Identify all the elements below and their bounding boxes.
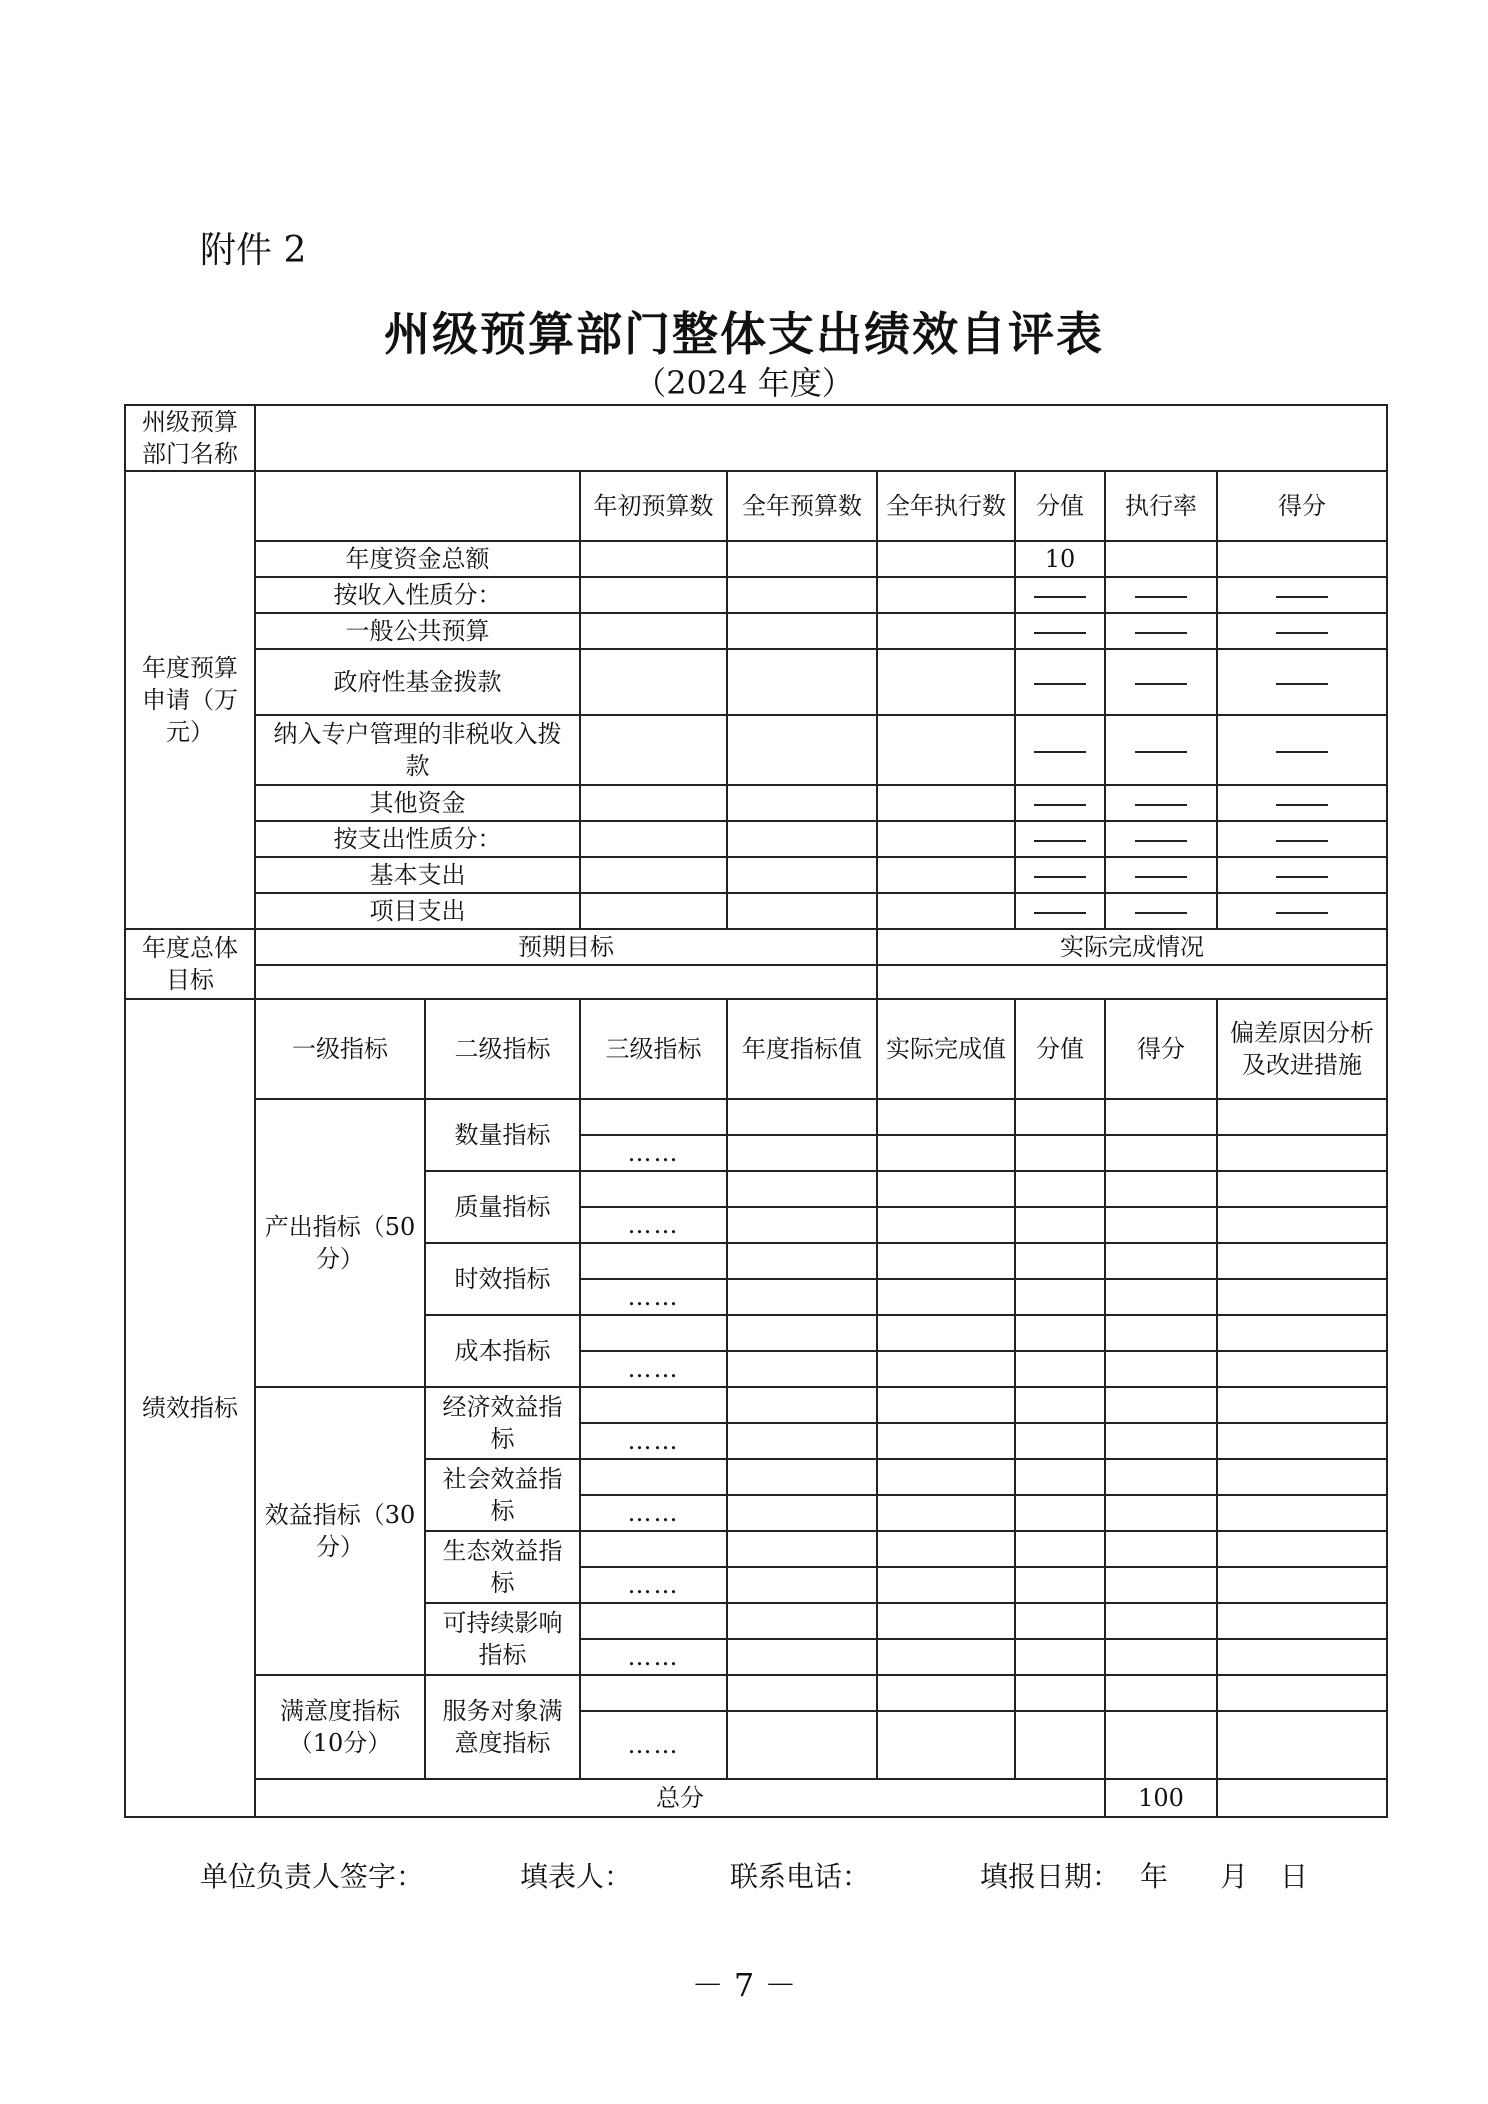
budget-row-label: 政府性基金拨款 <box>255 649 580 715</box>
cell-score[interactable] <box>1105 1315 1217 1351</box>
cell-initial[interactable] <box>580 649 727 715</box>
cell-target[interactable] <box>727 1351 877 1387</box>
col-actual-value: 实际完成值 <box>877 999 1015 1099</box>
cell-actual[interactable] <box>877 1171 1015 1207</box>
cell-target[interactable] <box>727 1495 877 1531</box>
cell-score-value[interactable] <box>1015 1603 1105 1639</box>
budget-row <box>125 715 1387 785</box>
ellipsis-cell: …… <box>580 1639 727 1675</box>
dash-cell <box>1105 613 1217 649</box>
cell-annual[interactable] <box>727 785 877 821</box>
cell-score-value[interactable] <box>1015 1207 1105 1243</box>
cell-executed[interactable] <box>877 649 1015 715</box>
cell-annual[interactable] <box>727 857 877 893</box>
cell-score[interactable] <box>1105 1639 1217 1675</box>
cell-score[interactable] <box>1105 1171 1217 1207</box>
ellipsis-cell: …… <box>580 1711 727 1779</box>
cell-score[interactable] <box>1105 1603 1217 1639</box>
dash-cell <box>1105 893 1217 929</box>
cell-score[interactable] <box>1105 1567 1217 1603</box>
dash-cell <box>1015 893 1105 929</box>
indicator-row <box>125 1675 1387 1711</box>
cell-analysis[interactable] <box>1217 1171 1387 1207</box>
form-title: 州级预算部门整体支出绩效自评表 <box>384 307 1104 361</box>
cell-target[interactable] <box>727 1675 877 1711</box>
indicator-row <box>125 1387 1387 1423</box>
budget-row <box>125 785 1387 821</box>
attachment-label: 附件 2 <box>200 230 307 271</box>
dash-cell <box>1217 893 1387 929</box>
dash-cell <box>1015 613 1105 649</box>
cell-actual[interactable] <box>877 1711 1015 1779</box>
budget-row <box>125 649 1387 715</box>
cell-level3[interactable] <box>580 1675 727 1711</box>
level1-indicator: 产出指标（50分） <box>255 1099 425 1387</box>
cell-level3[interactable] <box>580 1603 727 1639</box>
cell-analysis[interactable] <box>1217 1603 1387 1639</box>
col-deviation-analysis: 偏差原因分析及改进措施 <box>1217 999 1387 1099</box>
cell-initial[interactable] <box>580 857 727 893</box>
cell-annual[interactable] <box>727 649 877 715</box>
dash-cell <box>1105 577 1217 613</box>
level1-indicator: 效益指标（30分） <box>255 1387 425 1675</box>
budget-row <box>125 613 1387 649</box>
cell-score[interactable] <box>1105 1207 1217 1243</box>
level2-indicator: 时效指标 <box>425 1243 580 1315</box>
ellipsis-cell: …… <box>580 1279 727 1315</box>
cell-target[interactable] <box>727 1603 877 1639</box>
cell-target[interactable] <box>727 1459 877 1495</box>
level2-indicator: 生态效益指标 <box>425 1531 580 1603</box>
level2-indicator: 社会效益指标 <box>425 1459 580 1531</box>
cell-actual[interactable] <box>877 1099 1015 1135</box>
total-score[interactable] <box>1217 1779 1387 1817</box>
cell-analysis[interactable] <box>1217 1675 1387 1711</box>
cell-score-value[interactable] <box>1015 1639 1105 1675</box>
cell-analysis[interactable] <box>1217 1351 1387 1387</box>
goals-header-row <box>125 929 1387 965</box>
cell-actual[interactable] <box>877 1495 1015 1531</box>
cell-score-value[interactable] <box>1015 1387 1105 1423</box>
cell-score-value[interactable] <box>1015 1567 1105 1603</box>
cell-executed[interactable] <box>877 577 1015 613</box>
cell-annual[interactable] <box>727 893 877 929</box>
cell-score-value[interactable] <box>1015 1315 1105 1351</box>
cell-score[interactable] <box>1105 1279 1217 1315</box>
dash-cell <box>1217 821 1387 857</box>
dash-cell <box>1105 715 1217 785</box>
dept-name-row <box>125 405 1387 471</box>
cell-actual[interactable] <box>877 1243 1015 1279</box>
cell-score-value[interactable] <box>1015 1351 1105 1387</box>
cell-analysis[interactable] <box>1217 1423 1387 1459</box>
cell-annual[interactable] <box>727 821 877 857</box>
level1-indicator: 满意度指标（10分） <box>255 1675 425 1779</box>
col-annual-target: 年度指标值 <box>727 999 877 1099</box>
dash-cell <box>1105 649 1217 715</box>
cell-analysis[interactable] <box>1217 1387 1387 1423</box>
col-annual-execution: 全年执行数 <box>877 471 1015 541</box>
signature-label: 单位负责人签字： <box>200 1860 425 1893</box>
budget-row <box>125 821 1387 857</box>
col-score: 得分 <box>1105 999 1217 1099</box>
cell-target[interactable] <box>727 1279 877 1315</box>
level2-indicator: 成本指标 <box>425 1315 580 1387</box>
cell-level3[interactable] <box>580 1099 727 1135</box>
col-level2: 二级指标 <box>425 999 580 1099</box>
dash-cell <box>1015 577 1105 613</box>
cell-level3[interactable] <box>580 1387 727 1423</box>
cell-score-value[interactable] <box>1015 1279 1105 1315</box>
cell-score[interactable] <box>1105 1495 1217 1531</box>
cell-score[interactable] <box>1105 1423 1217 1459</box>
cell-target[interactable] <box>727 1387 877 1423</box>
goals-value-row <box>125 965 1387 999</box>
cell-initial[interactable] <box>580 821 727 857</box>
cell-analysis[interactable] <box>1217 1279 1387 1315</box>
cell-executed[interactable] <box>877 541 1015 577</box>
dash-cell <box>1015 857 1105 893</box>
dash-cell <box>1105 785 1217 821</box>
indicator-header-row <box>125 999 1387 1099</box>
budget-row-label: 一般公共预算 <box>255 613 580 649</box>
cell-executed[interactable] <box>877 893 1015 929</box>
cell-executed[interactable] <box>877 715 1015 785</box>
cell-analysis[interactable] <box>1217 1315 1387 1351</box>
form-subtitle: （2024 年度） <box>634 364 854 402</box>
total-row <box>125 1779 1387 1817</box>
goals-section-label: 年度总体目标 <box>125 929 255 999</box>
cell-initial[interactable] <box>580 541 727 577</box>
budget-header-row <box>125 471 1387 541</box>
cell-executed[interactable] <box>877 857 1015 893</box>
cell-target[interactable] <box>727 1315 877 1351</box>
cell-actual[interactable] <box>877 1531 1015 1567</box>
actual-completion-field[interactable] <box>877 965 1387 999</box>
cell-score-value[interactable] <box>1015 1531 1105 1567</box>
dash-cell <box>1105 821 1217 857</box>
cell-score[interactable] <box>1105 1099 1217 1135</box>
ellipsis-cell: …… <box>580 1351 727 1387</box>
year-label: 年 <box>1140 1860 1169 1893</box>
cell-score[interactable] <box>1105 1387 1217 1423</box>
expected-goal-field[interactable] <box>255 965 877 999</box>
self-evaluation-table <box>124 404 1388 1818</box>
actual-completion-label: 实际完成情况 <box>877 929 1387 965</box>
ellipsis-cell: …… <box>580 1207 727 1243</box>
budget-row-label: 按支出性质分： <box>255 821 580 857</box>
cell-score[interactable] <box>1105 1351 1217 1387</box>
cell-executed[interactable] <box>877 613 1015 649</box>
cell-target[interactable] <box>727 1531 877 1567</box>
month-label: 月 <box>1220 1860 1249 1893</box>
cell-score-value[interactable] <box>1015 1711 1105 1779</box>
cell-score-value[interactable] <box>1015 1675 1105 1711</box>
filler-label: 填表人： <box>520 1860 633 1893</box>
cell-actual[interactable] <box>877 1603 1015 1639</box>
cell-level3[interactable] <box>580 1243 727 1279</box>
budget-section-label: 年度预算申请（万元） <box>125 471 255 929</box>
col-score: 得分 <box>1217 471 1387 541</box>
dash-cell <box>1217 857 1387 893</box>
budget-row-total <box>125 541 1387 577</box>
cell-score[interactable] <box>1105 1711 1217 1779</box>
cell-target[interactable] <box>727 1567 877 1603</box>
cell-score-value[interactable] <box>1015 1171 1105 1207</box>
cell-target[interactable] <box>727 1099 877 1135</box>
cell-score-value: 10 <box>1015 541 1105 577</box>
cell-score-value[interactable] <box>1015 1135 1105 1171</box>
budget-row-label: 纳入专户管理的非税收入拨款 <box>255 715 580 785</box>
level2-indicator: 数量指标 <box>425 1099 580 1171</box>
cell-analysis[interactable] <box>1217 1711 1387 1779</box>
dept-name-field[interactable] <box>255 405 1387 471</box>
cell-executed[interactable] <box>877 785 1015 821</box>
cell-level3[interactable] <box>580 1459 727 1495</box>
cell-actual[interactable] <box>877 1387 1015 1423</box>
budget-row-label: 按收入性质分： <box>255 577 580 613</box>
cell-score[interactable] <box>1105 1243 1217 1279</box>
cell-score[interactable] <box>1105 1459 1217 1495</box>
cell-analysis[interactable] <box>1217 1459 1387 1495</box>
col-initial-budget: 年初预算数 <box>580 471 727 541</box>
cell-target[interactable] <box>727 1207 877 1243</box>
budget-row <box>125 893 1387 929</box>
cell-annual[interactable] <box>727 613 877 649</box>
cell-analysis[interactable] <box>1217 1495 1387 1531</box>
cell-actual[interactable] <box>877 1207 1015 1243</box>
dash-cell <box>1217 649 1387 715</box>
dash-cell <box>1015 715 1105 785</box>
dash-cell <box>1015 821 1105 857</box>
ellipsis-cell: …… <box>580 1135 727 1171</box>
cell-analysis[interactable] <box>1217 1567 1387 1603</box>
cell-score[interactable] <box>1217 541 1387 577</box>
cell-level3[interactable] <box>580 1315 727 1351</box>
cell-target[interactable] <box>727 1171 877 1207</box>
level2-indicator: 服务对象满意度指标 <box>425 1675 580 1779</box>
budget-row-label: 其他资金 <box>255 785 580 821</box>
budget-row-label: 项目支出 <box>255 893 580 929</box>
date-label: 填报日期： <box>980 1860 1121 1893</box>
cell-annual[interactable] <box>727 541 877 577</box>
cell-level3[interactable] <box>580 1531 727 1567</box>
cell-initial[interactable] <box>580 613 727 649</box>
col-level3: 三级指标 <box>580 999 727 1099</box>
cell-analysis[interactable] <box>1217 1135 1387 1171</box>
cell-actual[interactable] <box>877 1567 1015 1603</box>
cell-actual[interactable] <box>877 1675 1015 1711</box>
phone-label: 联系电话： <box>730 1860 871 1893</box>
cell-executed[interactable] <box>877 821 1015 857</box>
cell-score-value[interactable] <box>1015 1099 1105 1135</box>
cell-score[interactable] <box>1105 1675 1217 1711</box>
total-label: 总分 <box>255 1779 1105 1817</box>
expected-goal-label: 预期目标 <box>255 929 877 965</box>
level2-indicator: 可持续影响指标 <box>425 1603 580 1675</box>
cell-initial[interactable] <box>580 893 727 929</box>
col-execution-rate: 执行率 <box>1105 471 1217 541</box>
cell-analysis[interactable] <box>1217 1531 1387 1567</box>
cell-initial[interactable] <box>580 785 727 821</box>
dash-cell <box>1217 785 1387 821</box>
cell-rate[interactable] <box>1105 541 1217 577</box>
cell-actual[interactable] <box>877 1351 1015 1387</box>
budget-row-label: 基本支出 <box>255 857 580 893</box>
cell-initial[interactable] <box>580 577 727 613</box>
col-level1: 一级指标 <box>255 999 425 1099</box>
cell-score-value[interactable] <box>1015 1423 1105 1459</box>
page-number: － 7 － <box>691 1966 797 2004</box>
ellipsis-cell: …… <box>580 1495 727 1531</box>
cell-score-value[interactable] <box>1015 1243 1105 1279</box>
dash-cell <box>1217 613 1387 649</box>
cell-target[interactable] <box>727 1639 877 1675</box>
cell-actual[interactable] <box>877 1135 1015 1171</box>
ellipsis-cell: …… <box>580 1423 727 1459</box>
level2-indicator: 质量指标 <box>425 1171 580 1243</box>
dash-cell <box>1015 785 1105 821</box>
budget-row-label: 年度资金总额 <box>255 541 580 577</box>
cell-level3[interactable] <box>580 1171 727 1207</box>
cell-score[interactable] <box>1105 1135 1217 1171</box>
cell-analysis[interactable] <box>1217 1639 1387 1675</box>
total-score-value: 100 <box>1105 1779 1217 1817</box>
cell-annual[interactable] <box>727 577 877 613</box>
dash-cell <box>1217 577 1387 613</box>
cell-actual[interactable] <box>877 1315 1015 1351</box>
day-label: 日 <box>1280 1860 1309 1893</box>
cell-score-value[interactable] <box>1015 1459 1105 1495</box>
cell-target[interactable] <box>727 1711 877 1779</box>
dash-cell <box>1217 715 1387 785</box>
cell-actual[interactable] <box>877 1279 1015 1315</box>
level2-indicator: 经济效益指标 <box>425 1387 580 1459</box>
cell-analysis[interactable] <box>1217 1099 1387 1135</box>
budget-row <box>125 577 1387 613</box>
cell-analysis[interactable] <box>1217 1207 1387 1243</box>
cell-target[interactable] <box>727 1243 877 1279</box>
cell-actual[interactable] <box>877 1639 1015 1675</box>
cell-target[interactable] <box>727 1135 877 1171</box>
col-score-value: 分值 <box>1015 999 1105 1099</box>
budget-item-header <box>255 471 580 541</box>
col-annual-budget: 全年预算数 <box>727 471 877 541</box>
cell-analysis[interactable] <box>1217 1243 1387 1279</box>
cell-actual[interactable] <box>877 1459 1015 1495</box>
col-score-value: 分值 <box>1015 471 1105 541</box>
dash-cell <box>1015 649 1105 715</box>
cell-score[interactable] <box>1105 1531 1217 1567</box>
cell-score-value[interactable] <box>1015 1495 1105 1531</box>
dept-name-label: 州级预算部门名称 <box>125 405 255 471</box>
budget-row <box>125 857 1387 893</box>
indicator-section-label: 绩效指标 <box>125 999 255 1817</box>
cell-annual[interactable] <box>727 715 877 785</box>
cell-actual[interactable] <box>877 1423 1015 1459</box>
ellipsis-cell: …… <box>580 1567 727 1603</box>
indicator-row <box>125 1099 1387 1135</box>
cell-target[interactable] <box>727 1423 877 1459</box>
cell-initial[interactable] <box>580 715 727 785</box>
dash-cell <box>1105 857 1217 893</box>
